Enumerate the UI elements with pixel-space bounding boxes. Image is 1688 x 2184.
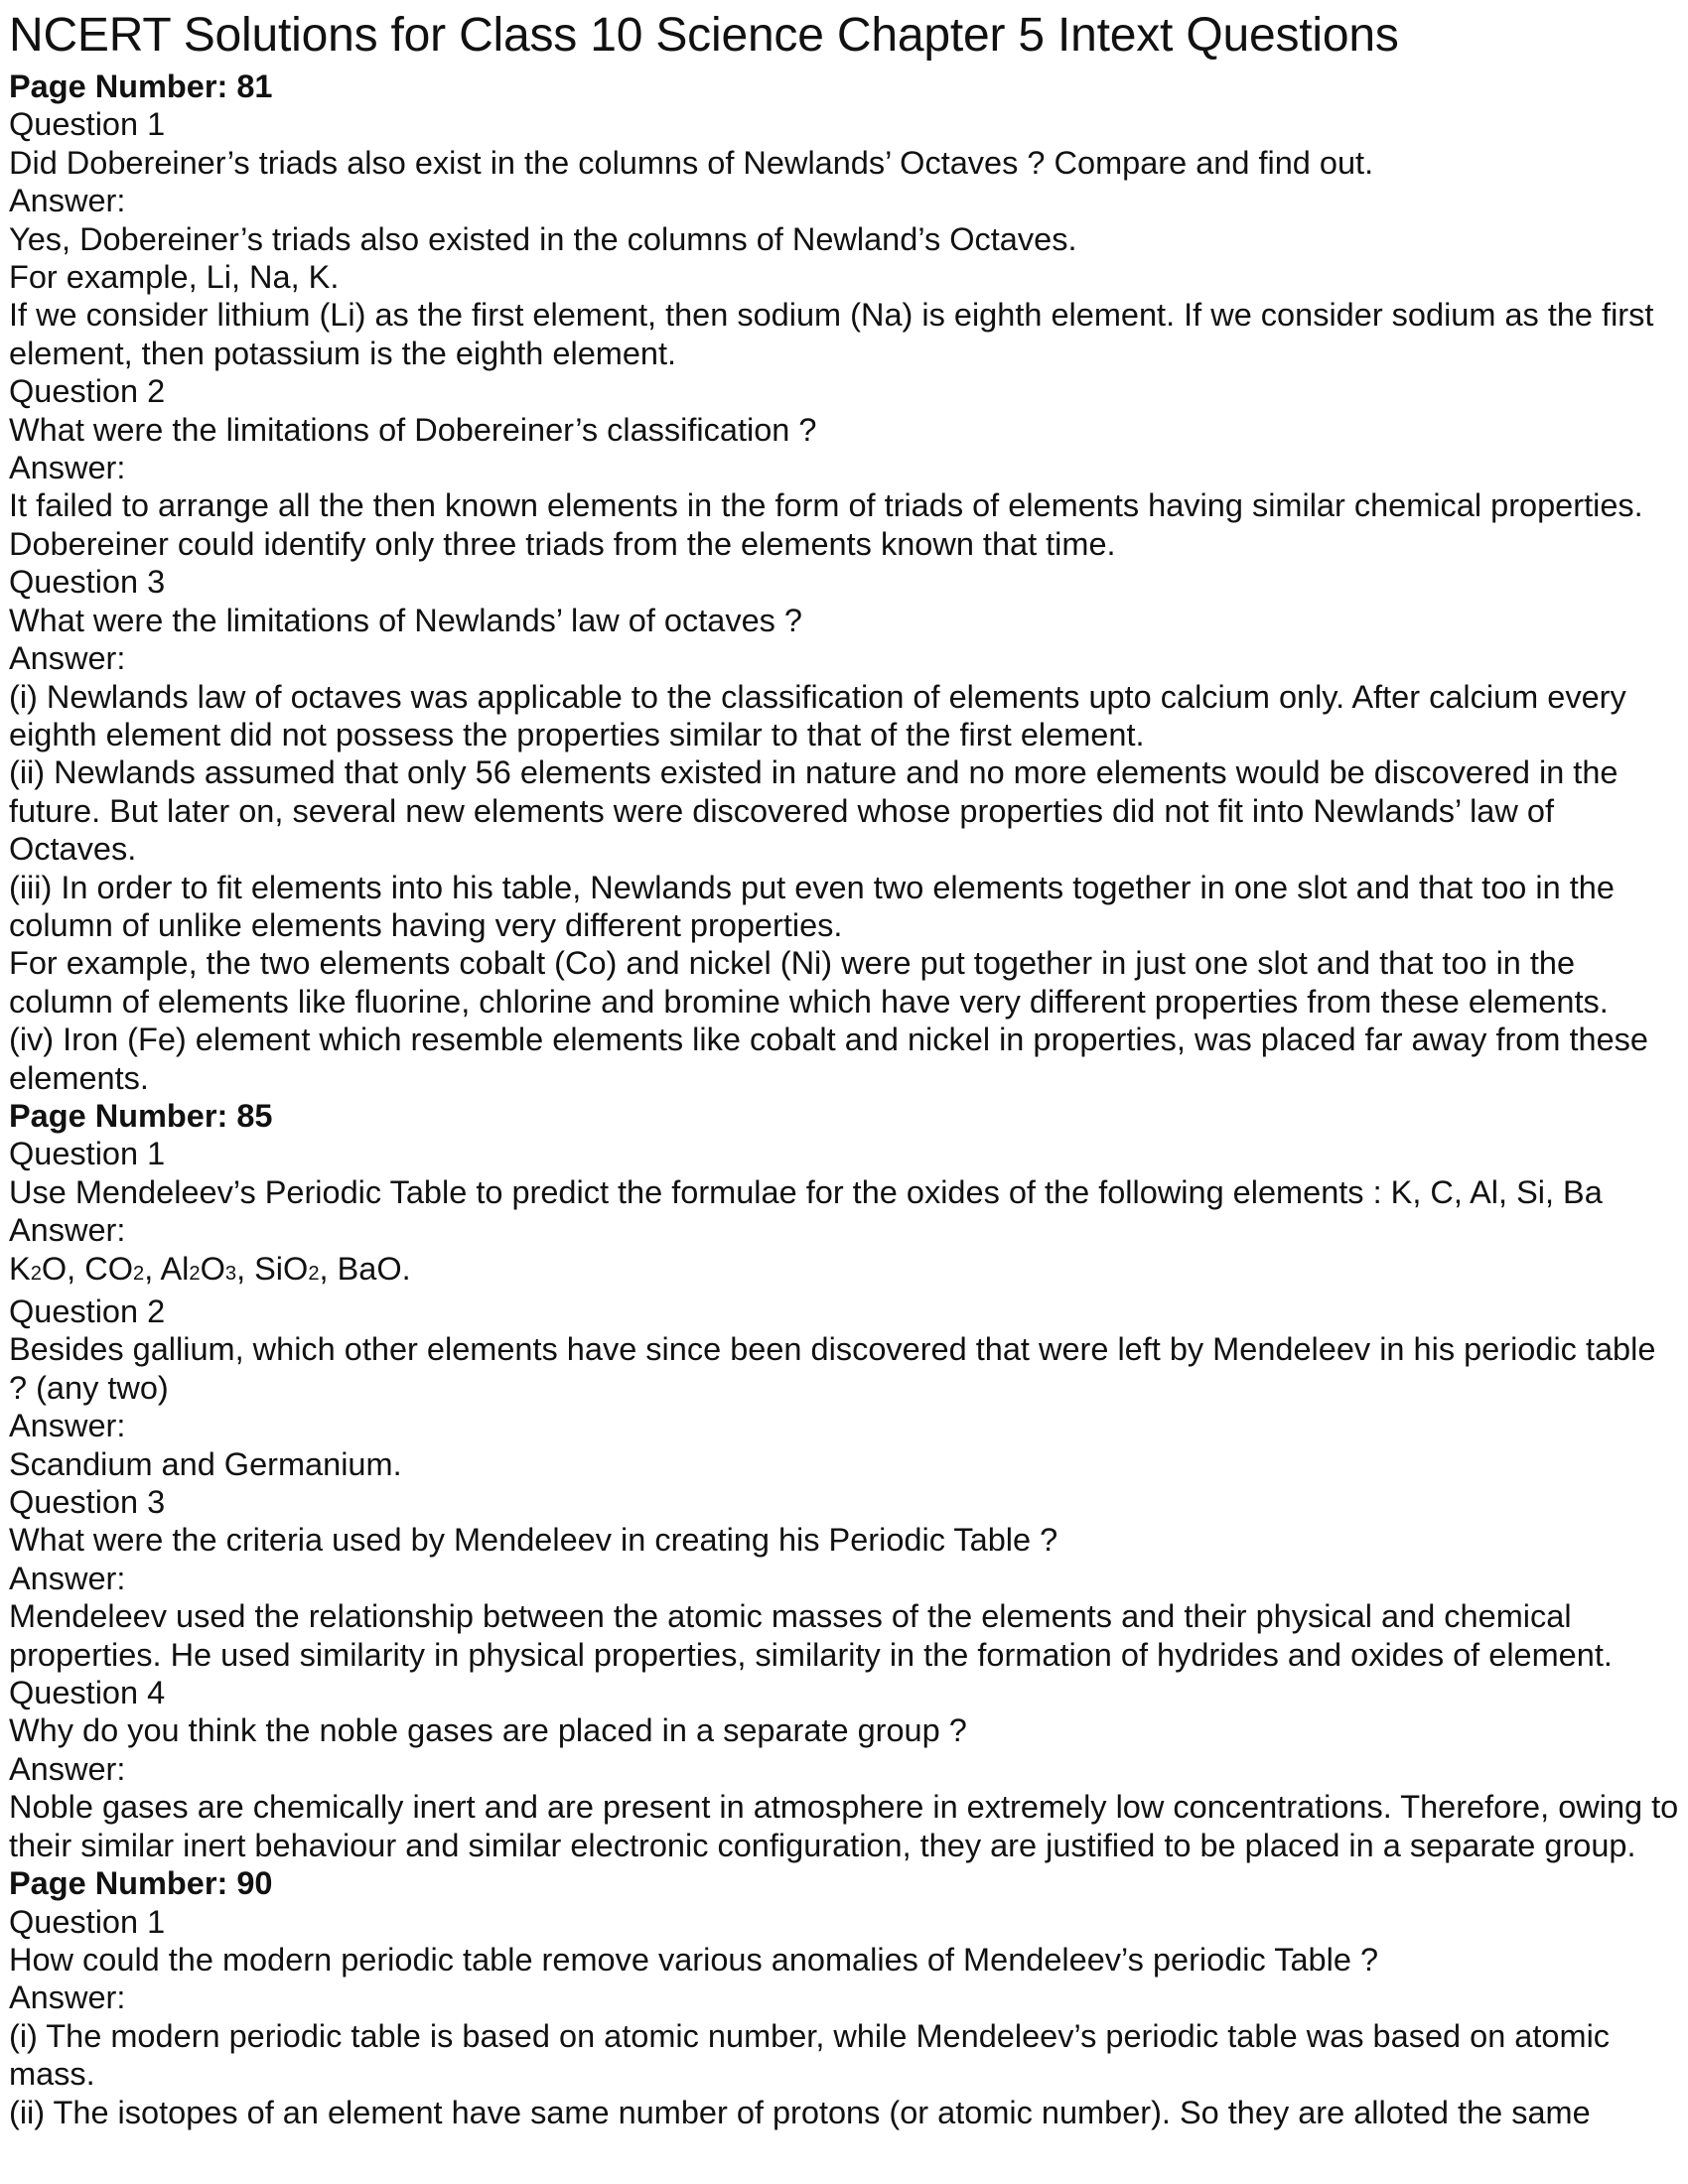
page-number-label: Page Number: 90 bbox=[9, 1865, 273, 1902]
document-page bbox=[9, 4, 1679, 2131]
question-text: Use Mendeleev’s Periodic Table to predict the formulae for the oxides of the following elements : K, C, Al, Si, Ba bbox=[9, 1173, 1603, 1210]
answer-text: If we consider lithium (Li) as the first element, then sodium (Na) is eighth element. If we consider sodium as the first element, then potassium is the eighth element. bbox=[9, 297, 1654, 371]
page-title: NCERT Solutions for Class 10 Science Chapter 5 Intext Questions bbox=[9, 9, 1399, 62]
formula-bao: BaO bbox=[337, 1250, 402, 1287]
question-text: What were the criteria used by Mendeleev in creating his Periodic Table ? bbox=[9, 1522, 1058, 1559]
answer-label: Answer: bbox=[9, 1979, 126, 2016]
answer-text: Scandium and Germanium. bbox=[9, 1445, 402, 1482]
answer-text: Yes, Dobereiner’s triads also existed in the columns of Newland’s Octaves. bbox=[9, 220, 1077, 257]
question-label: Question 1 bbox=[9, 1136, 166, 1172]
answer-text: (i) Newlands law of octaves was applicable to the classification of elements upto calcium only. After calcium every eighth element did not possess the properties similar to that of the first element. bbox=[9, 678, 1626, 752]
oxide-formulae: K2O, CO2, Al2O3, SiO2, BaO. bbox=[9, 1250, 411, 1287]
answer-text: (iv) Iron (Fe) element which resemble elements like cobalt and nickel in properties, was placed far away from these elements. bbox=[9, 1022, 1648, 1096]
question-label: Question 3 bbox=[9, 564, 166, 601]
question-label: Question 1 bbox=[9, 106, 166, 143]
formula-sio2: SiO2 bbox=[254, 1250, 320, 1287]
answer-text: (ii) Newlands assumed that only 56 elements existed in nature and no more elements would be discovered in the future. But later on, several new elements were discovered whose properties did not fit into Newlands’ law of Octaves. bbox=[9, 754, 1618, 868]
answer-text: Noble gases are chemically inert and are present in atmosphere in extremely low concentrations. Therefore, owing to their similar inert behaviour and similar electronic configuration, they are justified to be placed in a separate group. bbox=[9, 1789, 1679, 1863]
question-text: What were the limitations of Dobereiner’s classification ? bbox=[9, 411, 817, 448]
answer-label: Answer: bbox=[9, 1408, 126, 1444]
answer-label: Answer: bbox=[9, 450, 126, 486]
formula-co2: CO2 bbox=[84, 1250, 145, 1287]
question-text: Besides gallium, which other elements have since been discovered that were left by Mendeleev in his periodic table ? (any two) bbox=[9, 1331, 1656, 1406]
answer-text: (ii) The isotopes of an element have same number of protons (or atomic number). So they are alloted the same bbox=[9, 2094, 1591, 2130]
question-text: What were the limitations of Newlands’ law of octaves ? bbox=[9, 602, 803, 638]
section-page-81 bbox=[9, 68, 1679, 1097]
section-page-85 bbox=[9, 1097, 1679, 1864]
answer-label: Answer: bbox=[9, 183, 126, 219]
section-page-90 bbox=[9, 1864, 1679, 2131]
answer-label: Answer: bbox=[9, 1560, 126, 1596]
question-label: Question 1 bbox=[9, 1903, 166, 1940]
question-text: Why do you think the noble gases are placed in a separate group ? bbox=[9, 1712, 967, 1749]
answer-text: It failed to arrange all the then known elements in the form of triads of elements having similar chemical properties. Dobereiner could identify only three triads from the elements known that time. bbox=[9, 487, 1643, 562]
question-text: Did Dobereiner’s triads also exist in the columns of Newlands’ Octaves ? Compare and find out. bbox=[9, 144, 1374, 181]
answer-text: (i) The modern periodic table is based on atomic number, while Mendeleev’s periodic table was based on atomic mass. bbox=[9, 2017, 1611, 2093]
question-label: Question 3 bbox=[9, 1484, 166, 1521]
answer-label: Answer: bbox=[9, 1212, 126, 1249]
formula-al2o3: Al2O3 bbox=[160, 1250, 237, 1287]
answer-text: Mendeleev used the relationship between the atomic masses of the elements and their physical and chemical properties. He used similarity in physical properties, similarity in the formation of hydrides and oxides of element. bbox=[9, 1598, 1613, 1673]
formula-k2o: K2O bbox=[9, 1250, 68, 1287]
question-text: How could the modern periodic table remove various anomalies of Mendeleev’s periodic Table ? bbox=[9, 1941, 1379, 1978]
page-number-label: Page Number: 85 bbox=[9, 1097, 273, 1134]
question-label: Question 2 bbox=[9, 1294, 166, 1329]
answer-text: For example, Li, Na, K. bbox=[9, 259, 340, 296]
answer-text: (iii) In order to fit elements into his table, Newlands put even two elements together in one slot and that too in the column of unlike elements having very different properties. bbox=[9, 869, 1615, 943]
question-label: Question 4 bbox=[9, 1675, 166, 1711]
answer-text: For example, the two elements cobalt (Co) and nickel (Ni) were put together in just one slot and that too in the column of elements like fluorine, chlorine and bromine which have very different properties from these elements. bbox=[9, 945, 1609, 1020]
page-number-label: Page Number: 81 bbox=[9, 68, 273, 104]
answer-label: Answer: bbox=[9, 1750, 126, 1787]
answer-label: Answer: bbox=[9, 640, 126, 677]
question-label: Question 2 bbox=[9, 373, 166, 410]
